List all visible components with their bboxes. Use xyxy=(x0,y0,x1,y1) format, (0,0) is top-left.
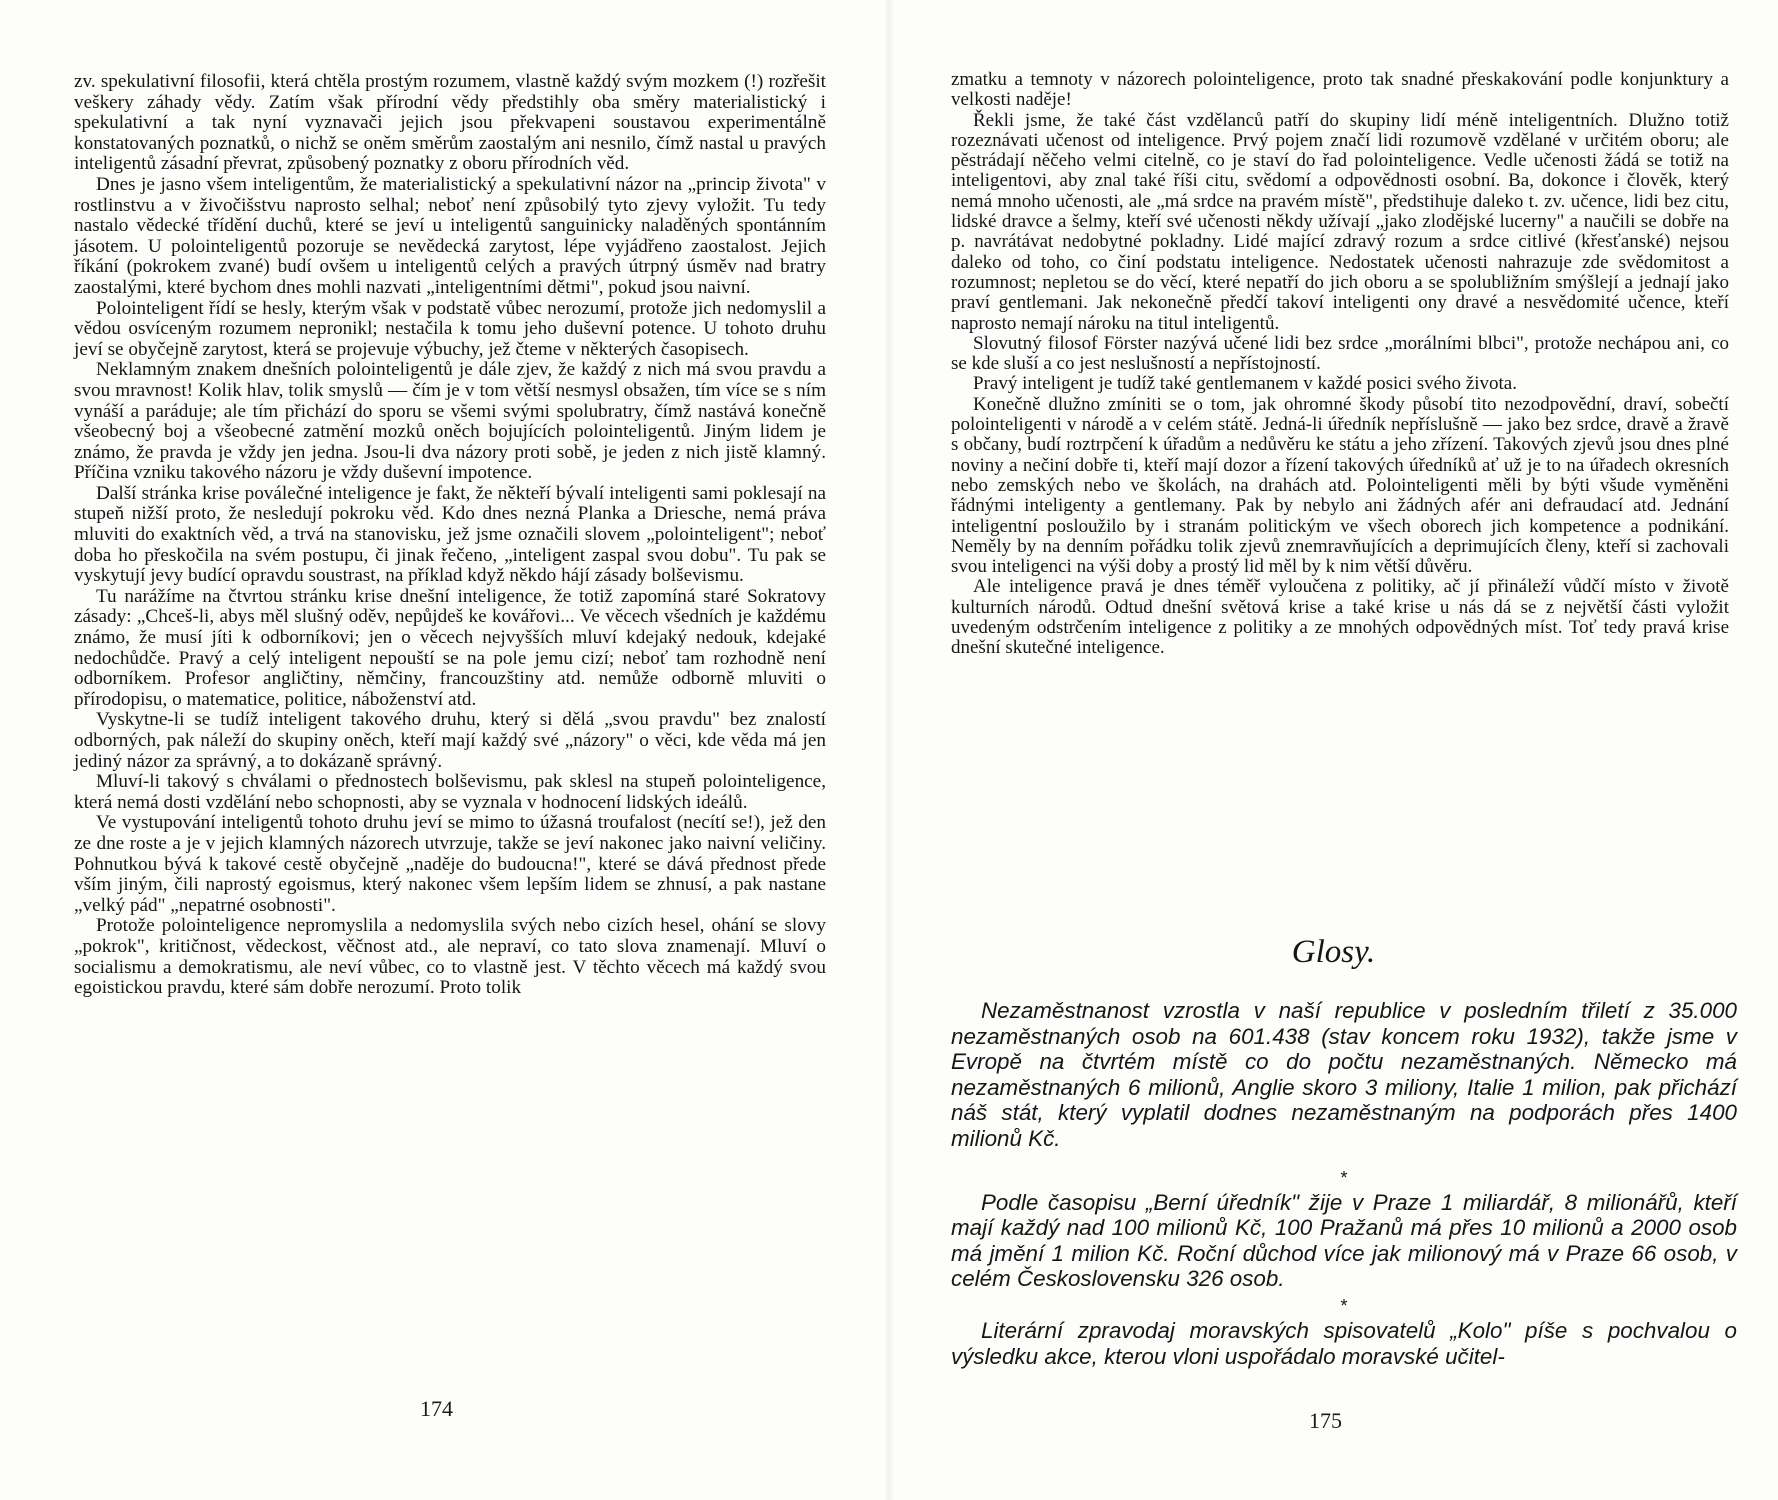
paragraph: Mluví-li takový s chválami o přednostech bolševismu, pak sklesl na stupeň polointeligence, která nemá dosti vzdělání nebo schopnosti, aby se vyznala v hodnocení lidských ideálů. xyxy=(74,771,826,813)
glosa-paragraph: Podle časopisu „Berní úředník" žije v Praze 1 miliardář, 8 milionářů, kteří mají každý nad 100 milionů Kč, 100 Pražanů má přes 10 milionů a 2000 osob má jmění 1 milion Kč. Roční důchod více jak milionový má v Praze 66 osob, v celém Československu 326 osob. xyxy=(951,1189,1737,1292)
paragraph: Konečně dlužno zmíniti se o tom, jak ohromné škody působí tito nezodpovědní, draví, sobečtí polointeligenti v národě a v celém státě. Jedná-li úředník nepříslušně — jako bez srdce, dravě a žravě s občany, budí roztrpčení k úřadům a nedůvěru ke státu a jeho zřízení. Takových zjevů jsou dnes plné noviny a nečiní dobře ti, kteří mají dozor a řízení takových úředníků ať už je to na úřadech okresních nebo zemských nebo ve školách, na drahách atd. Polointeligenti měli by býti všude vyměněni řádnými inteligenty a gentlemany. Pak by nebylo ani žádných afér ani defraudací atd. Jednání inteligentní posloužilo by i stranám politickým ve všech oborech jich kompetence a podnikání. Neměly by na denním pořádku tolik zjevů znemravňujících a deprimujících členy, kteří si zachovali svou inteligenci na výši doby a prostý lid měl by k nim větší důvěru. xyxy=(951,393,1729,578)
paragraph: Pravý inteligent je tudíž také gentlemanem v každé posici svého života. xyxy=(973,373,1517,395)
page-number: 174 xyxy=(420,1396,453,1421)
paragraph: Dnes je jasno všem inteligentům, že materialistický a spekulativní názor na „princip života" v rostlinstvu a v živočišstvu naprosto selhal; neboť není způsobilý tyto zjevy vyložit. Tu tedy nastalo vědecké třídění duchů, které se jeví u inteligentů sanguinicky naladěných spontánním jásotem. U polointeligentů pozoruje se nevědecká zarytost, lépe vyjádřeno zaostalost. Jejich říkání (pokrokem zvané) budí ovšem u inteligentů celých a pravých útrpný úsměv nad bratry zaostalými, které bychom dnes mohli nazvati „inteligentními dětmi", pokud jsou naivní. xyxy=(74,173,826,298)
right-page xyxy=(889,0,1778,1500)
paragraph: Řekli jsme, že také část vzdělanců patří do skupiny lidí méně inteligentních. Dlužno totiž rozeznávati učenost od inteligence. Prvý pojem značí lidi rozumově vzdělané v určitém oboru; ale pěstrádají něčeho velmi citelně, co je staví do řad polointeligence. Vedle učenosti žádá se totiž na inteligentovi, aby znal také říši citu, svědomí a odpovědnosti osobní. Ba, dokonce i člověk, který nemá mnoho učenosti, ale „má srdce na pravém místě", předstihuje daleko t. zv. učence, lidi bez citu, lidské dravce a šelmy, kteří své učenosti někdy užívají „jako zlodějské lucerny" a naučili se dobře na p. navrátávat nedobytné pokladny. Lidé mající zdravý rozum a srdce citlivé (křesťanské) nejsou daleko od toho, co činí podstatu inteligence. Nedostatek učenosti nahrazuje zde svědomitost a rozumnost; nepletou se do věcí, které nepatří do jich oboru a se spolubližním smýšlejí a jednají jako praví gentlemani. Jak nekonečně předčí takoví inteligenti ony dravé a nesvědomité učence, kteří naprosto nemají nároku na titul inteligentů. xyxy=(951,109,1729,334)
section-heading-glosy: Glosy. xyxy=(1291,934,1376,970)
glosa-paragraph: Literární zpravodaj moravských spisovatelů „Kolo" píše s pochvalou o výsledku akce, kterou vloni uspořádalo moravské učitel- xyxy=(951,1317,1737,1369)
glosy-section xyxy=(951,998,1737,1369)
paragraph: Protože polointeligence nepromyslila a nedomyslila svých nebo cizích hesel, ohání se slovy „pokrok", kritičnost, vědeckost, věčnost atd., ale nepraví, co tato slova znamenají. Mluví o socialismu a demokratismu, ale neví vůbec, co to vlastně jest. V těchto věcech má každý svou egoistickou pravdu, které sám dobře nerozumí. Proto tolik xyxy=(74,915,826,999)
spacer xyxy=(951,1152,1737,1164)
paragraph: Polointeligent řídí se hesly, kterým však v podstatě vůbec nerozumí, protože jich nedomyslil a vědou osvíceným rozumem nepronikl; nestačila k tomu jeho duševní potence. U tohoto druhu jeví se obyčejně zarytost, která se projevuje výbuchy, jež čteme v některých časopisech. xyxy=(74,297,826,360)
right-page-text xyxy=(951,70,1729,659)
paragraph: zv. spekulativní filosofii, která chtěla prostým rozumem, vlastně každý svým mozkem (!) rozřešit veškery záhady vědy. Zatím však přírodní vědy předstihly oba směry materialistický i spekulativní a tak nyní vyznavači jejich jsou překvapeni soustavou experimentálně konstatovaných poznatků, o nichž se oněm směrům zaostalým ani nesnilo, čímž nastal u pravých inteligentů zásadní převrat, způsobený poznatky z oboru přírodních věd. xyxy=(74,71,826,175)
paragraph: Ale inteligence pravá je dnes téměř vyloučena z politiky, ač jí přináleží vůdčí místo v životě kulturních národů. Odtud dnešní světová krise a také krise u nás dá se z největší části vyložit uvedeným odstrčením inteligence z politiky a ze mnohých odpovědných míst. Toť tedy pravá krise dnešní skutečné inteligence. xyxy=(951,576,1729,659)
paragraph: Tu narážíme na čtvrtou stránku krise dnešní inteligence, že totiž zapomíná staré Sokratovy zásady: „Chceš-li, abys měl slušný oděv, nepůjdeš ke kovářovi... Ve věcech všedních je každému známo, že musí jíti k odborníkovi; jen o věcech nejvyšších mluví kdejaký nedouk, kdejaké nedochůdče. Pravý a celý inteligent nepouští se na pole jemu cizí; neboť tam rozhodně není odborníkem. Profesor angličtiny, němčiny, francouzštiny atd. nemůže odborně mluviti o přírodopisu, o matematice, politice, náboženství atd. xyxy=(74,585,826,710)
left-page-text xyxy=(74,72,826,999)
paragraph: Další stránka krise poválečné inteligence je fakt, že někteří bývalí inteligenti sami poklesají na stupeň nižší proto, že nesledují pokroku věd. Kdo dnes nezná Planka a Driesche, nemá práva mluviti do exaktních věd, a trvá na stanovisku, jež jsme označili slovem „polointeligent"; neboť doba ho přeskočila na svém postupu, či jinak řečeno, „inteligent zaspal svou dobu". Tu pak se vyskytují jevy budící opravdu soustrast, na příklad když někdo hájí zásady bolševismu. xyxy=(74,482,826,587)
paragraph: Vyskytne-li se tudíž inteligent takového druhu, který si dělá „svou pravdu" bez znalostí odborných, pak náleží do skupiny oněch, kteří mají každý své „názory" o věci, kde věda má jen jediný názor za správný, a to dokázaně správný. xyxy=(74,709,826,772)
paragraph: Ve vystupování inteligentů tohoto druhu jeví se mimo to úžasná troufalost (necítí se!), jež den ze dne roste a je v jejich klamných názorech utvrzuje, takže se jeví nakonec jako naivní veličiny. Pohnutkou bývá k takové cestě obyčejně „naděje do budoucna!", které se dává přednost přede vším jiným, čili naprostý egoismus, který nakonec všem lepším lidem se zhnusí, a pak nastane „velký pád" „nepatrné osobnosti". xyxy=(74,812,826,916)
glosa-paragraph: Nezaměstnanost vzrostla v naší republice v posledním třiletí z 35.000 nezaměstnaných osob na 601.438 (stav koncem roku 1932), takže jsme v Evropě na čtvrtém místě co do počtu nezaměstnaných. Německo má nezaměstnaných 6 milionů, Anglie skoro 3 miliony, Italie 1 milion, pak přichází náš stát, který vyplatil dodnes nezaměstnaným na podporách přes 1400 milionů Kč. xyxy=(951,998,1737,1151)
paragraph: Slovutný filosof Förster nazývá učené lidi bez srdce „morálními blbci", protože nechápou ani, co se kde sluší a co jest neslušností a nepřístojností. xyxy=(951,332,1729,375)
paragraph: zmatku a temnoty v názorech polointeligence, proto tak snadné přeskakování podle konjunktury a velkosti naděje! xyxy=(951,69,1729,111)
page-number: 175 xyxy=(1309,1408,1342,1433)
separator-asterisk: * xyxy=(1340,1167,1348,1188)
separator-asterisk: * xyxy=(1340,1295,1348,1316)
paragraph: Neklamným znakem dnešních polointeligentů je dále zjev, že každý z nich má svou pravdu a svou mravnost! Kolik hlav, tolik smyslů — čím je v tom větší nesmysl obsažen, tím více se s ním vynáší a paráduje; ale tím přichází do sporu se všemi svými spolubratry, čímž nastává konečně všeobecný boj a všeobecné zatmění mozků oněch bojujících polointeligentů. Jiným lidem je známo, že pravda je vždy jen jedna. Jsou-li dva názory proti sobě, je jeden z nich jistě klamný. Příčina vzniku takového názoru je vždy duševní impotence. xyxy=(74,359,826,484)
